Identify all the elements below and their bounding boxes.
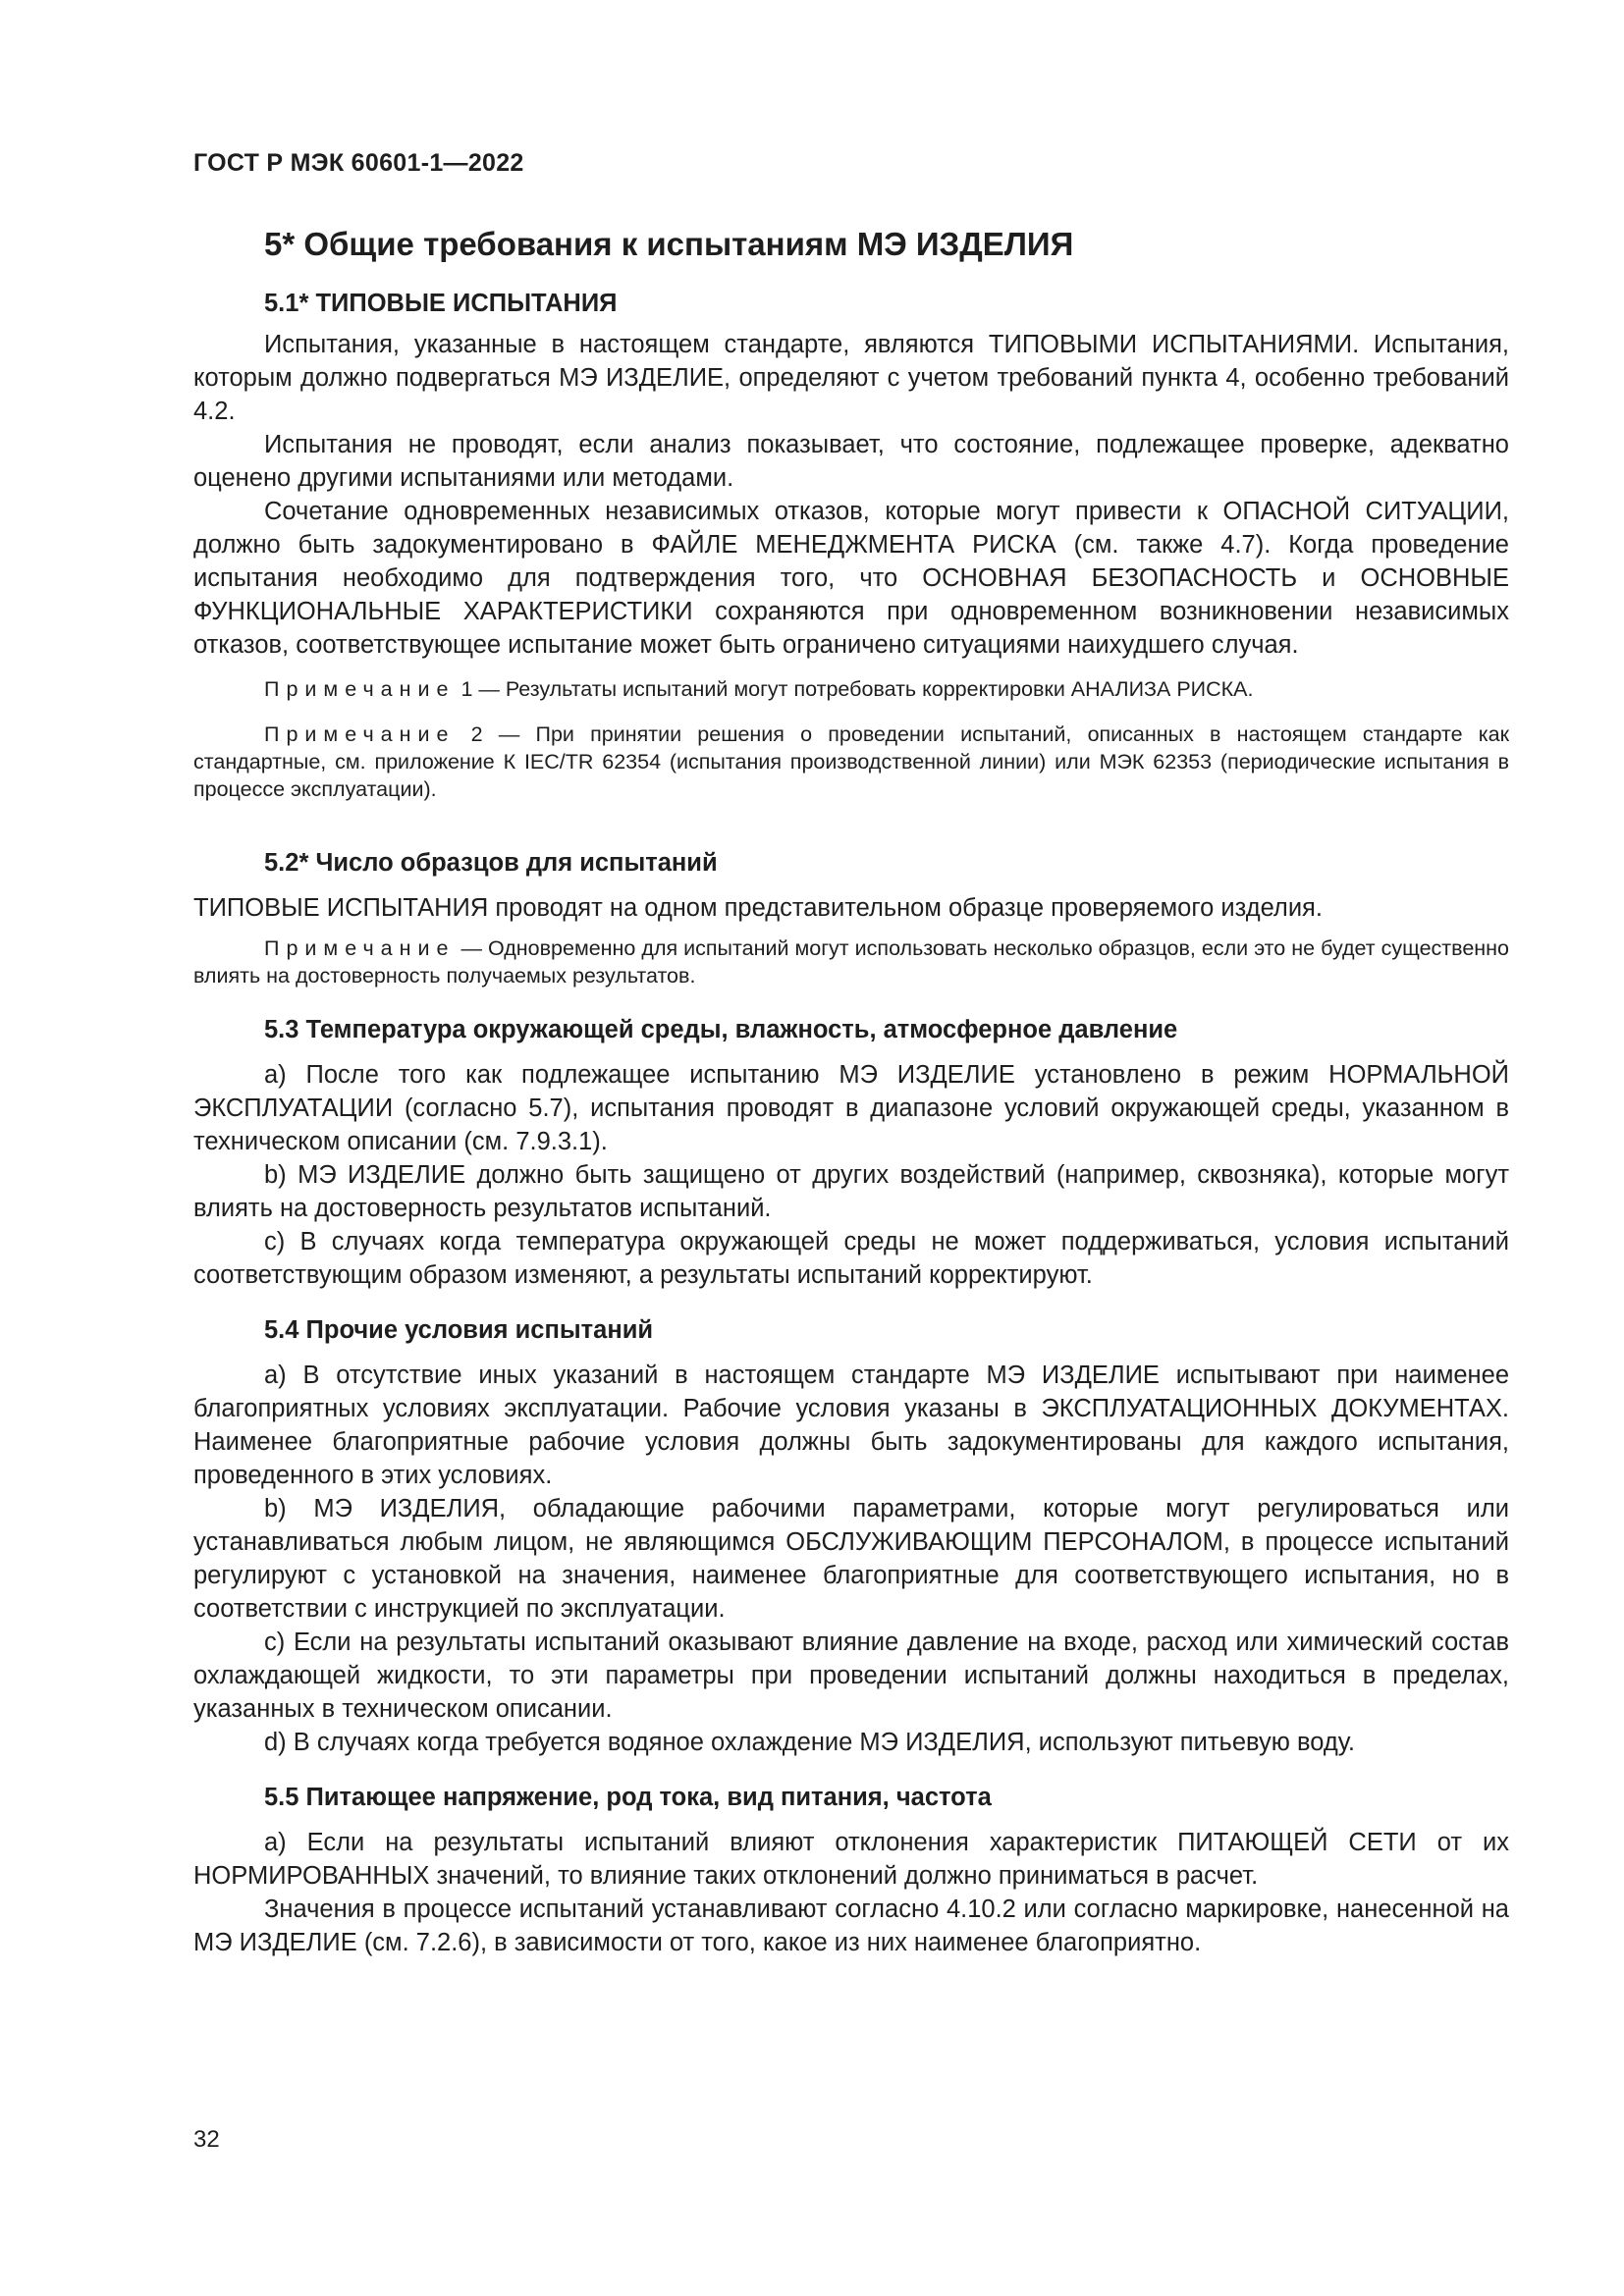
note-2 [193, 721, 1509, 803]
note-label: Примечание [264, 677, 456, 701]
heading-5-1: 5.1* ТИПОВЫЕ ИСПЫТАНИЯ [264, 290, 618, 317]
heading-5-2: 5.2* Число образцов для испытаний [264, 849, 718, 877]
list-item-b: b) МЭ ИЗДЕЛИЕ должно быть защищено от других воздействий (например, сквозняка), которые могут влиять на достоверность результатов испытаний. [193, 1161, 1509, 1222]
list-item-b: b) МЭ ИЗДЕЛИЯ, обладающие рабочими параметрами, которые могут регулироваться или устанавливаться любым лицом, не являющимся ОБСЛУЖИВАЮЩИМ ПЕРСОНАЛОМ, в процессе испытаний регулируют с установкой на значения, наименее благоприятные для соответствующего испытания, но в соответствии с инструкцией по эксплуатации. [193, 1495, 1509, 1623]
list-item-a: a) После того как подлежащее испытанию МЭ ИЗДЕЛИЕ установлено в режим НОРМАЛЬНОЙ ЭКСПЛУАТАЦИИ (согласно 5.7), испытания проводят в диапазоне условий окружающей среды, указанном в техническом описании (см. 7.9.3.1). [193, 1061, 1509, 1155]
note-text: — Одновременно для испытаний могут использовать несколько образцов, если это не будет существенно влиять на достоверность получаемых результатов. [193, 936, 1509, 988]
note-text: 2 — При принятии решения о проведении испытаний, описанных в настоящем стандарте как стандартные, см. приложение К IEC/TR 62354 (испытания производственной линии) или МЭК 62353 (периодические испытания в процессе эксплуатации). [193, 722, 1509, 801]
paragraph: Сочетание одновременных независимых отказов, которые могут привести к ОПАСНОЙ СИТУАЦИИ, должно быть задокументировано в ФАЙЛЕ МЕНЕДЖМЕНТА РИСКА (см. также 4.7). Когда проведение испытания необходимо для подтверждения того, что ОСНОВНАЯ БЕЗОПАСНОСТЬ и ОСНОВНЫЕ ФУНКЦИОНАЛЬНЫЕ ХАРАКТЕРИСТИКИ сохраняются при одновременном возникновении независимых отказов, соответствующее испытание может быть ограничено ситуациями наихудшего случая. [193, 498, 1509, 659]
paragraph: Испытания не проводят, если анализ показывает, что состояние, подлежащее проверке, адекватно оценено другими испытаниями или методами. [193, 431, 1509, 492]
section-title: 5* Общие требования к испытаниям МЭ ИЗДЕЛИЯ [264, 226, 1074, 262]
paragraph: Испытания, указанные в настоящем стандарте, являются ТИПОВЫМИ ИСПЫТАНИЯМИ. Испытания, которым должно подвергаться МЭ ИЗДЕЛИЕ, определяют с учетом требований пункта 4, особенно требований 4.2. [193, 331, 1509, 425]
list-item-c: c) В случаях когда температура окружающей среды не может поддерживаться, условия испытаний соответствующим образом изменяют, а результаты испытаний корректируют. [193, 1228, 1509, 1289]
list-item-a: a) В отсутствие иных указаний в настоящем стандарте МЭ ИЗДЕЛИЕ испытывают при наименее благоприятных условиях эксплуатации. Рабочие условия указаны в ЭКСПЛУАТАЦИОННЫХ ДОКУМЕНТАХ. Наименее благоприятные рабочие условия должны быть задокументированы для каждого испытания, проведенного в этих условиях. [193, 1362, 1509, 1489]
paragraph: Значения в процессе испытаний устанавливают согласно 4.10.2 или согласно маркировке, нанесенной на МЭ ИЗДЕЛИЕ (см. 7.2.6), в зависимости от того, какое из них наименее благоприятно. [193, 1896, 1509, 1956]
list-item-c: c) Если на результаты испытаний оказывают влияние давление на входе, расход или химический состав охлаждающей жидкости, то эти параметры при проведении испытаний должны находиться в пределах, указанных в техническом описании. [193, 1629, 1509, 1723]
list-item-a: a) Если на результаты испытаний влияют отклонения характеристик ПИТАЮЩЕЙ СЕТИ от их НОРМИРОВАННЫХ значений, то влияние таких отклонений должно приниматься в расчет. [193, 1829, 1509, 1890]
heading-5-3: 5.3 Температура окружающей среды, влажность, атмосферное давление [264, 1016, 1178, 1043]
heading-5-5: 5.5 Питающее напряжение, род тока, вид питания, частота [264, 1784, 992, 1811]
heading-5-4: 5.4 Прочие условия испытаний [264, 1316, 654, 1344]
note-label: Примечание [264, 936, 456, 960]
page-content [193, 222, 1509, 1959]
list-item-d: d) В случаях когда требуется водяное охлаждение МЭ ИЗДЕЛИЯ, используют питьевую воду. [264, 1729, 1355, 1756]
page-number: 32 [193, 2126, 220, 2153]
note-text: 1 — Результаты испытаний могут потребовать корректировки АНАЛИЗА РИСКА. [460, 677, 1254, 701]
document-code: ГОСТ Р МЭК 60601-1—2022 [193, 149, 524, 177]
note-label: Примечание [264, 722, 456, 746]
note [193, 934, 1509, 989]
note-1 [193, 675, 1509, 703]
paragraph: ТИПОВЫЕ ИСПЫТАНИЯ проводят на одном представительном образце проверяемого изделия. [193, 894, 1323, 922]
